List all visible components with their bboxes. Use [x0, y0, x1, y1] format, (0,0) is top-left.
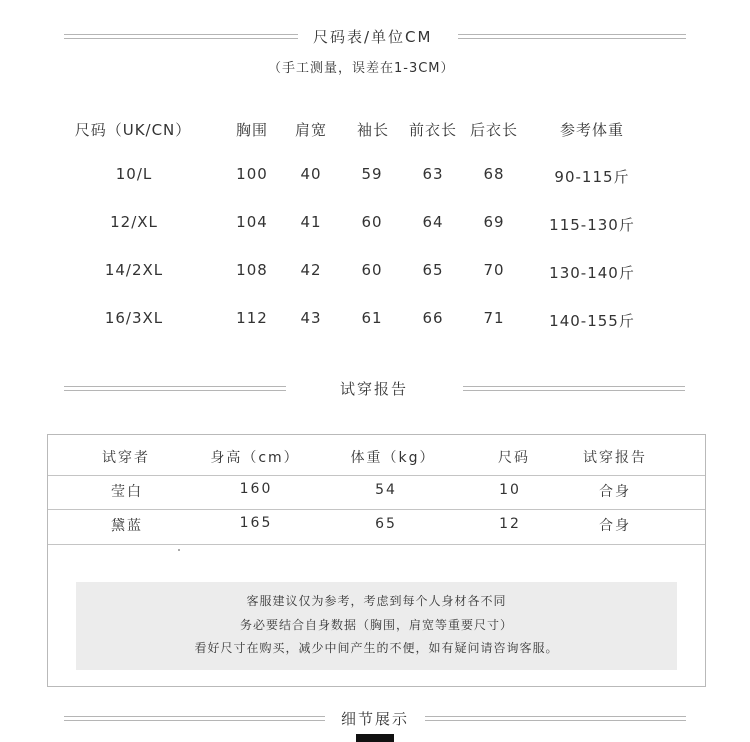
- shoulder-cell: 40: [300, 165, 322, 183]
- front-length-cell: 66: [422, 309, 444, 327]
- weight-cell: 140-155斤: [549, 312, 635, 330]
- tester-height: 160: [239, 481, 273, 497]
- sleeve-cell: 60: [361, 213, 383, 231]
- title-divider-left: [64, 34, 298, 39]
- shoulder-cell: 42: [300, 261, 322, 279]
- tryon-box: [47, 434, 706, 687]
- tester-name: 黛蓝: [111, 518, 143, 534]
- back-length-cell: 68: [483, 165, 505, 183]
- note-line-3: 看好尺寸在购买，减少中间产生的不便，如有疑问请咨询客服。: [194, 641, 559, 655]
- tryon-header-weight: 体重（kg）: [350, 450, 436, 466]
- size-cell: 16/3XL: [104, 309, 164, 327]
- header-shoulder: 肩宽: [294, 121, 328, 139]
- note-box: [76, 582, 677, 670]
- shoulder-cell: 41: [300, 213, 322, 231]
- chest-cell: 108: [236, 261, 268, 279]
- chest-cell: 104: [236, 213, 268, 231]
- row-divider: [48, 544, 705, 545]
- sleeve-cell: 59: [361, 165, 383, 183]
- size-chart-subtitle: （手工测量，误差在1-3CM）: [268, 61, 455, 76]
- note-line-2: 务必要结合自身数据（胸围，肩宽等重要尺寸）: [239, 618, 513, 632]
- weight-cell: 130-140斤: [549, 264, 635, 282]
- tester-size: 10: [499, 482, 521, 498]
- tester-height: 165: [239, 515, 273, 531]
- tester-weight: 54: [375, 482, 397, 498]
- back-length-cell: 70: [483, 261, 505, 279]
- front-length-cell: 63: [422, 165, 444, 183]
- tester-report: 合身: [599, 484, 631, 500]
- tester-name: 莹白: [111, 484, 143, 500]
- stray-dot: [178, 549, 180, 551]
- header-ref-weight: 参考体重: [559, 121, 625, 139]
- tryon-divider-right: [463, 386, 685, 391]
- row-divider: [48, 475, 705, 476]
- tryon-header-height: 身高（cm）: [210, 450, 300, 466]
- weight-cell: 90-115斤: [554, 168, 630, 186]
- details-divider-right: [425, 716, 686, 721]
- tryon-divider-left: [64, 386, 286, 391]
- front-length-cell: 64: [422, 213, 444, 231]
- row-divider: [48, 509, 705, 510]
- header-size: 尺码（UK/CN）: [74, 121, 192, 139]
- details-title: 细节展示: [341, 710, 410, 728]
- header-chest: 胸围: [235, 121, 269, 139]
- size-cell: 10/L: [115, 165, 153, 183]
- chest-cell: 100: [236, 165, 268, 183]
- size-cell: 14/2XL: [104, 261, 164, 279]
- title-divider-right: [458, 34, 686, 39]
- size-chart-title: 尺码表/单位CM: [313, 28, 433, 46]
- front-length-cell: 65: [422, 261, 444, 279]
- shoulder-cell: 43: [300, 309, 322, 327]
- back-length-cell: 69: [483, 213, 505, 231]
- note-line-1: 客服建议仅为参考，考虑到每个人身材各不同: [246, 594, 507, 608]
- details-divider-left: [64, 716, 325, 721]
- back-length-cell: 71: [483, 309, 505, 327]
- tryon-header-report: 试穿报告: [583, 450, 647, 466]
- tryon-title: 试穿报告: [340, 380, 409, 398]
- tryon-header-size: 尺码: [498, 450, 530, 466]
- header-back-length: 后衣长: [469, 121, 519, 139]
- size-cell: 12/XL: [110, 213, 158, 231]
- weight-cell: 115-130斤: [549, 216, 635, 234]
- sleeve-cell: 61: [361, 309, 383, 327]
- header-front-length: 前衣长: [408, 121, 458, 139]
- tester-weight: 65: [375, 516, 397, 532]
- details-image-edge: [356, 734, 394, 742]
- tester-report: 合身: [599, 518, 631, 534]
- chest-cell: 112: [236, 309, 268, 327]
- tester-size: 12: [499, 516, 521, 532]
- tryon-header-tester: 试穿者: [102, 450, 150, 466]
- sleeve-cell: 60: [361, 261, 383, 279]
- header-sleeve: 袖长: [356, 121, 390, 139]
